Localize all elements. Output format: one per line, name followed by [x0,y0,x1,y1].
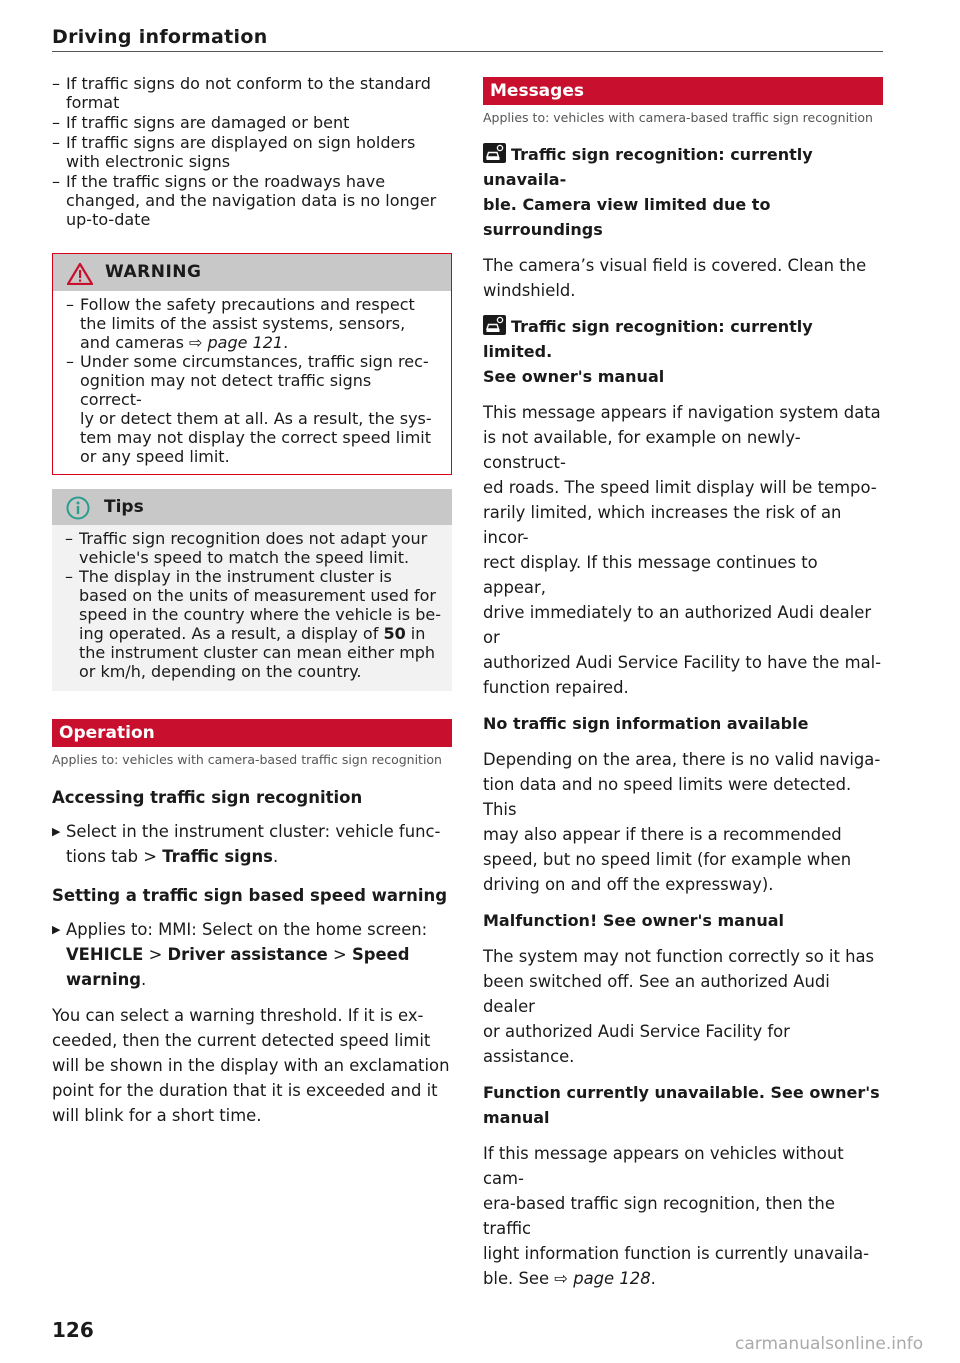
page-reference-link[interactable]: ⇨ page 128 [554,1269,651,1288]
info-circle-icon [66,496,90,524]
page-reference-link[interactable]: ⇨ page 121 [189,333,284,352]
access-heading: Accessing traffic sign recognition [52,788,363,807]
list-item: – Under some circumstances, traffic sign rec- ognition may not detect traffic signs correct- ly or detect them at all. As a result, the sys- tem may not display the correct speed limit or any speed limit. [66,352,432,466]
page-header-title: Driving information [52,26,268,48]
message-heading-malfunction: Malfunction! See owner's manual [483,911,785,930]
tips-label: Tips [104,497,144,517]
page-number: 126 [52,1318,94,1342]
message-body-function-unavailable: If this message appears on vehicles without cam- era-based traffic sign recognition, then the traffic light information function is currently unavaila- ble. See ⇨ page 128. [483,1144,870,1288]
list-item: – If traffic signs are displayed on sign holders with electronic signs [52,133,416,171]
message-heading-camera-limited: Traffic sign recognition: currently unavaila- ble. Camera view limited due to surroundings [483,145,813,239]
list-item: – If traffic signs are damaged or bent [52,113,350,132]
operation-section-title: Operation [52,719,452,747]
messages-section-title: Messages [483,77,883,105]
camera-car-icon [483,315,506,335]
warning-body [53,291,451,474]
right-column [483,77,883,1291]
messages-applies-note: Applies to: vehicles with camera-based traffic sign recognition [483,110,873,125]
threshold-paragraph: You can select a warning threshold. If it is ex- ceeded, then the current detected speed limit will be shown in the display with an exclamation point for the duration that it is exceeded and it will blink for a short time. [52,1006,450,1125]
warning-box [52,253,452,475]
left-column [52,74,452,1128]
tips-box [52,489,452,691]
message-heading-no-sign-info: No traffic sign information available [483,714,809,733]
message-body-camera-limited: The camera’s visual field is covered. Clean the windshield. [483,256,867,300]
list-item: – Traffic sign recognition does not adapt your vehicle's speed to match the speed limit. [65,529,428,567]
list-item: – If traffic signs do not conform to the standard format [52,74,431,112]
message-heading-currently-limited: Traffic sign recognition: currently limited. See owner's manual [483,317,813,386]
warning-header [53,254,451,291]
message-body-currently-limited: This message appears if navigation system data is not available, for example on newly-construct- ed roads. The speed limit display will be tempo- rarily limited, which increases the risk of an incor- rect display. If this message continues to appear, drive immediately to an authorized Audi dealer or authorized Audi Service Facility to have the mal- function repaired. [483,403,882,697]
camera-car-icon [483,143,506,163]
message-body-no-sign-info: Depending on the area, there is no valid naviga- tion data and no speed limits were detected. This may also appear if there is a recommended speed, but no speed limit (for example when driving on and off the expressway). [483,750,881,894]
speed-warning-heading: Setting a traffic sign based speed warning [52,886,448,905]
tips-header [52,489,452,525]
warning-label: WARNING [105,262,202,282]
watermark: carmanualsonline.info [735,1334,924,1354]
message-body-malfunction: The system may not function correctly so it has been switched off. See an authorized Audi dealer or authorized Audi Service Facility for assistance. [483,947,875,1066]
header-divider [52,51,883,52]
speed-warning-step: ▶ Applies to: MMI: Select on the home screen: VEHICLE > Driver assistance > Speed warning. [52,920,428,989]
list-item: – Follow the safety precautions and respect the limits of the assist systems, sensors, and cameras ⇨ page 121. [66,295,415,352]
warning-triangle-icon [67,263,93,289]
list-item: – The display in the instrument cluster is based on the units of measurement used for speed in the country where the vehicle is be- ing operated. As a result, a display of 50 in the instrument cluster can mean either mph or km/h, depending on the country. [65,567,441,681]
operation-applies-note: Applies to: vehicles with camera-based traffic sign recognition [52,752,442,767]
limits-list [52,74,452,229]
message-heading-function-unavailable: Function currently unavailable. See owner's manual [483,1083,880,1127]
list-item: – If the traffic signs or the roadways have changed, and the navigation data is no longer up-to-date [52,172,437,229]
access-step: ▶ Select in the instrument cluster: vehicle func- tions tab > Traffic signs. [52,822,441,866]
tips-body [52,525,452,691]
